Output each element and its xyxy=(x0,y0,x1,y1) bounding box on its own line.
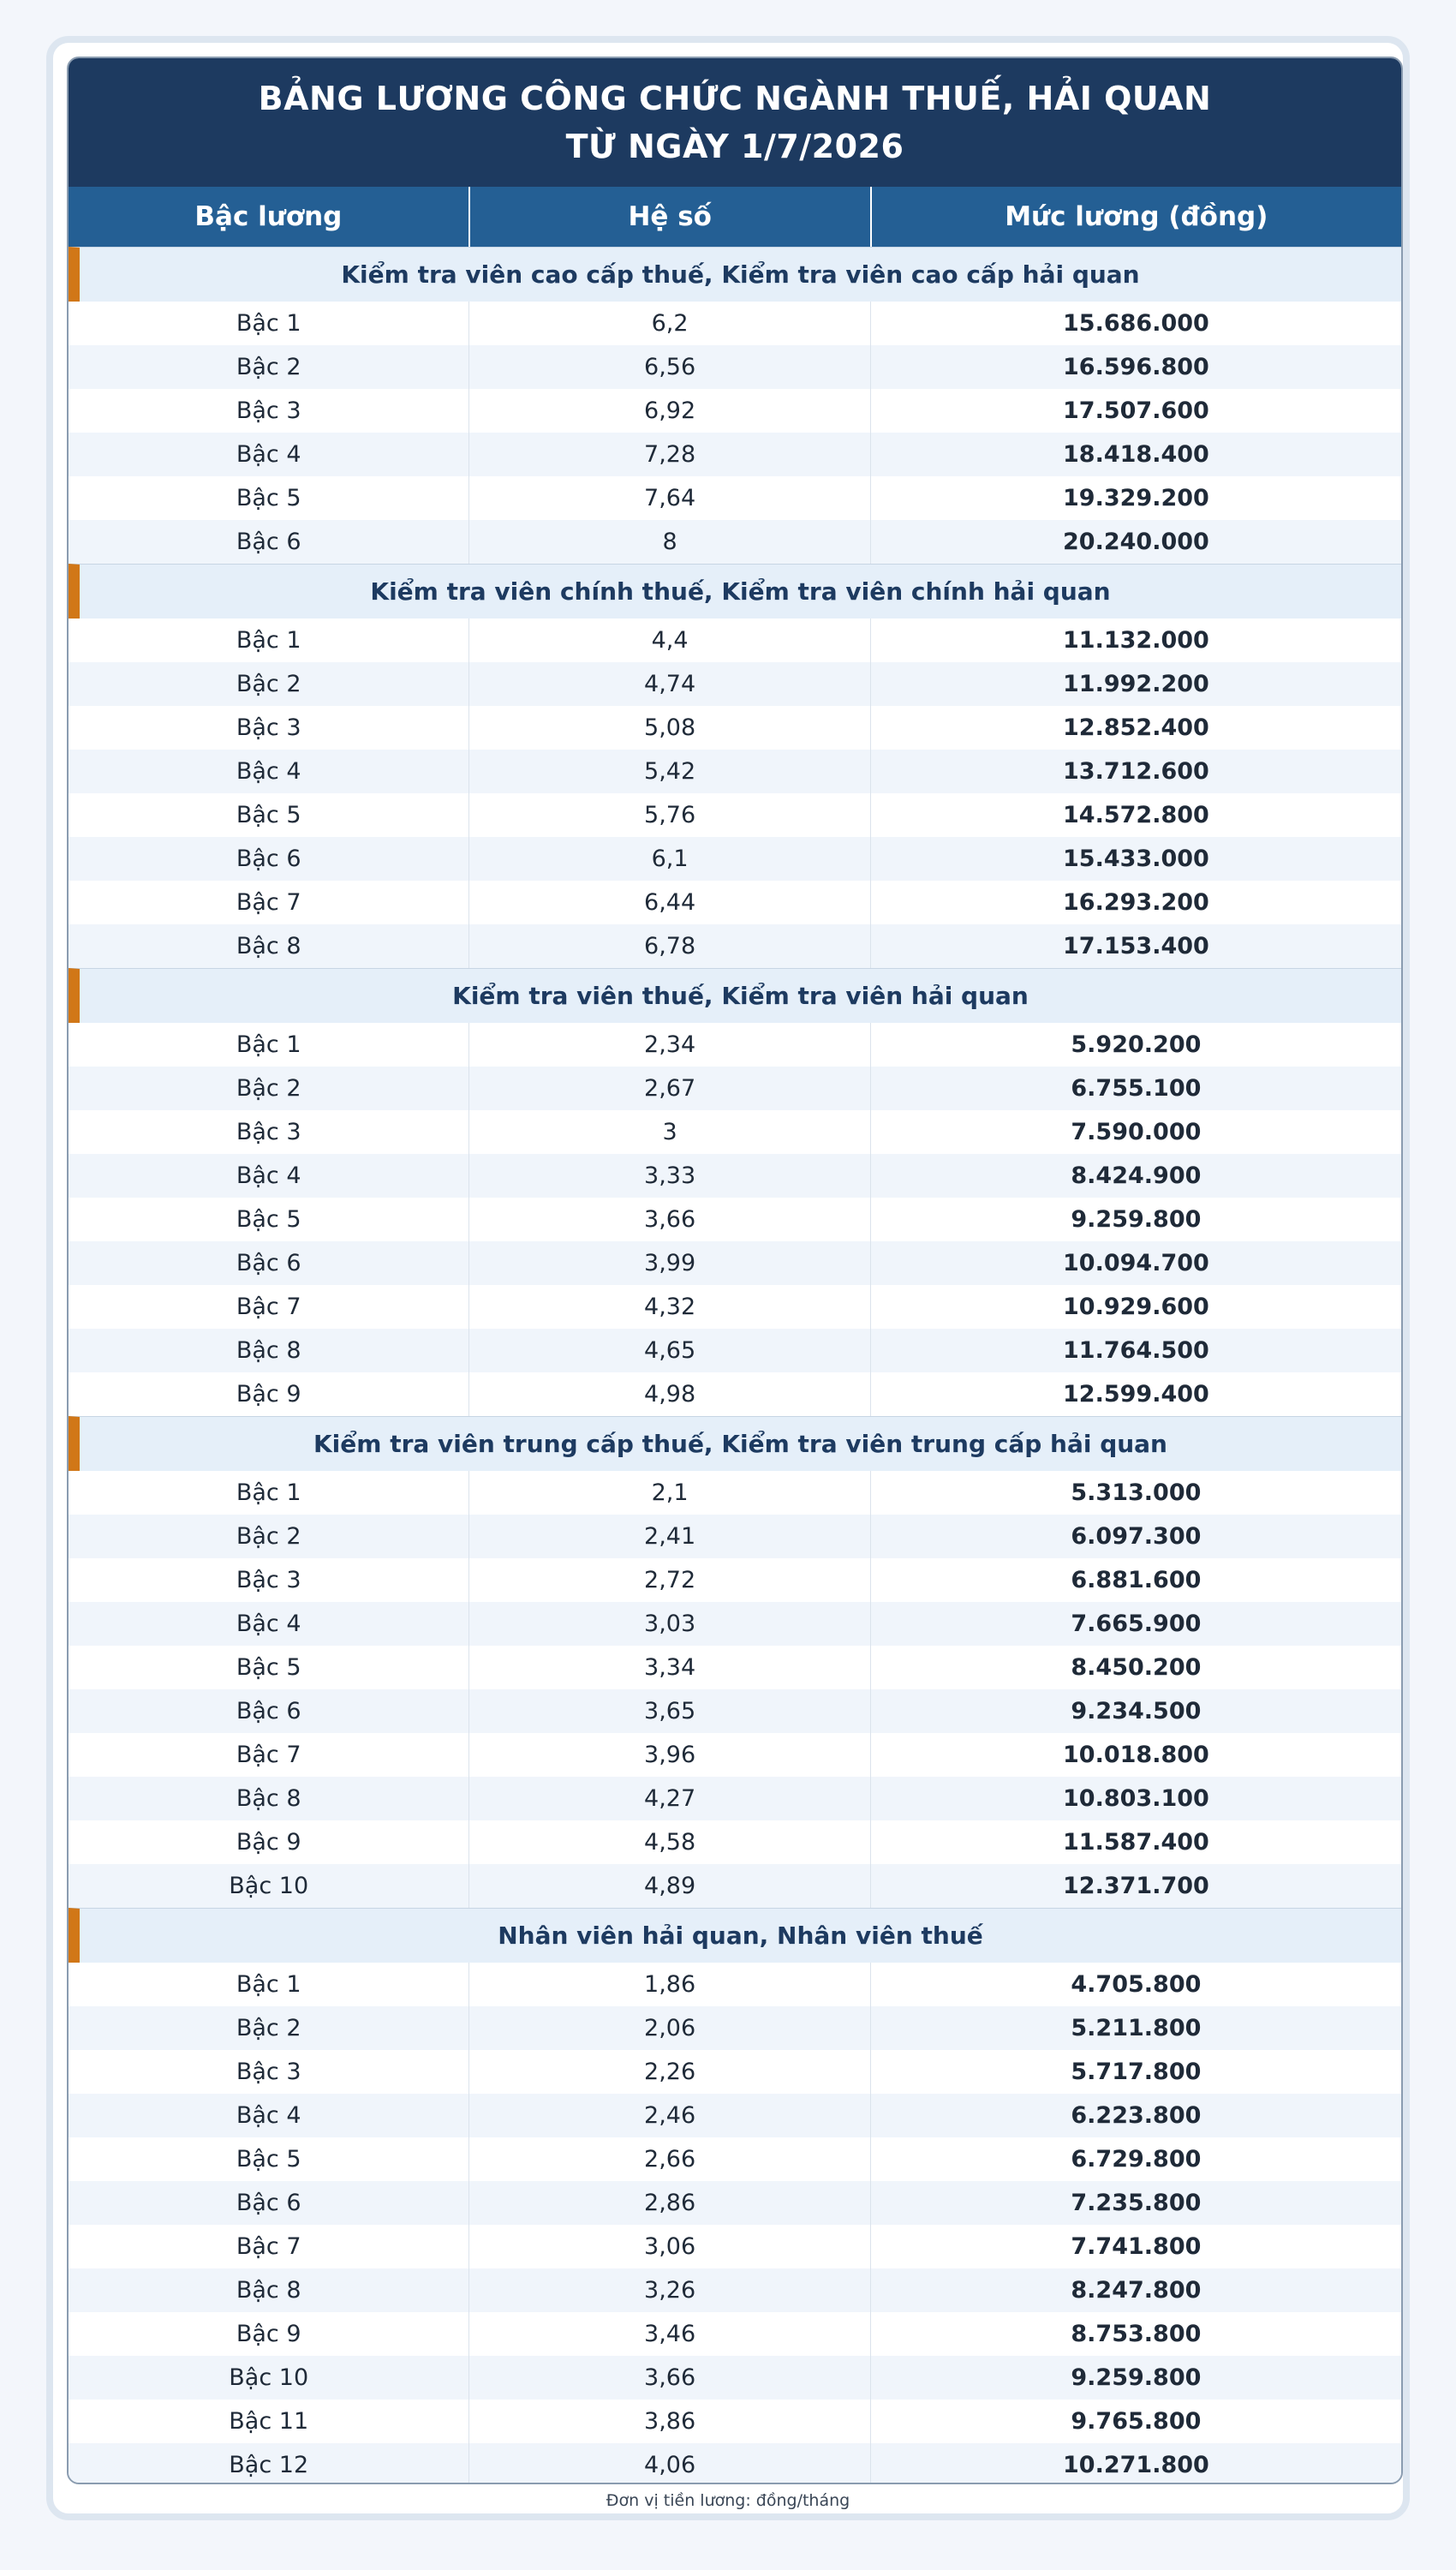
table-title-line-2: TỪ NGÀY 1/7/2026 xyxy=(565,128,904,165)
group-section xyxy=(69,247,1401,564)
coefficient-cell: 3,66 xyxy=(469,1198,870,1241)
salary-cell: 9.259.800 xyxy=(1071,1206,1202,1233)
salary-cell: 10.018.800 xyxy=(1063,1742,1209,1768)
coefficient-cell: 3,26 xyxy=(469,2268,870,2312)
salary-cell: 5.717.800 xyxy=(1071,2059,1202,2085)
table-row xyxy=(69,1515,1401,1558)
table-row xyxy=(69,1733,1401,1777)
grade-cell: Bậc 2 xyxy=(69,662,469,706)
grade-cell: Bậc 8 xyxy=(69,2268,469,2312)
table-row xyxy=(69,433,1401,476)
group-rows xyxy=(69,302,1401,564)
coefficient-cell: 2,72 xyxy=(469,1558,870,1602)
group-section xyxy=(69,1416,1401,1908)
grade-cell: Bậc 8 xyxy=(69,1777,469,1820)
coefficient-cell: 6,44 xyxy=(469,881,870,924)
table-row xyxy=(69,619,1401,662)
salary-cell: 9.259.800 xyxy=(1071,2364,1202,2391)
grade-cell: Bậc 3 xyxy=(69,1558,469,1602)
coefficient-cell: 3,66 xyxy=(469,2356,870,2400)
grade-cell: Bậc 7 xyxy=(69,1733,469,1777)
coefficient-cell: 3,33 xyxy=(469,1154,870,1198)
column-header-coefficient: Hệ số xyxy=(470,187,872,247)
table-row xyxy=(69,2225,1401,2268)
grade-cell: Bậc 1 xyxy=(69,302,469,345)
salary-cell: 17.153.400 xyxy=(1063,933,1209,959)
table-row xyxy=(69,881,1401,924)
table-row xyxy=(69,793,1401,837)
salary-cell: 4.705.800 xyxy=(1071,1971,1202,1998)
table-row xyxy=(69,1067,1401,1110)
coefficient-cell: 4,74 xyxy=(469,662,870,706)
grade-cell: Bậc 10 xyxy=(69,1864,469,1908)
table-row xyxy=(69,1241,1401,1285)
salary-cell: 17.507.600 xyxy=(1063,397,1209,424)
grade-cell: Bậc 9 xyxy=(69,1372,469,1416)
table-row xyxy=(69,1558,1401,1602)
table-row xyxy=(69,662,1401,706)
group-header: Nhân viên hải quan, Nhân viên thuế xyxy=(69,1908,1401,1963)
group-rows xyxy=(69,619,1401,968)
grade-cell: Bậc 4 xyxy=(69,1154,469,1198)
table-row xyxy=(69,1471,1401,1515)
coefficient-cell: 5,42 xyxy=(469,750,870,793)
group-header: Kiểm tra viên thuế, Kiểm tra viên hải quan xyxy=(69,968,1401,1023)
coefficient-cell: 3,03 xyxy=(469,1602,870,1646)
coefficient-cell: 6,2 xyxy=(469,302,870,345)
table-row xyxy=(69,2356,1401,2400)
salary-cell: 11.132.000 xyxy=(1063,627,1209,654)
salary-cell: 9.234.500 xyxy=(1071,1698,1202,1724)
table-row xyxy=(69,1110,1401,1154)
group-section xyxy=(69,968,1401,1416)
grade-cell: Bậc 2 xyxy=(69,2006,469,2050)
group-header: Kiểm tra viên chính thuế, Kiểm tra viên chính hải quan xyxy=(69,564,1401,619)
salary-cell: 8.247.800 xyxy=(1071,2277,1202,2304)
salary-cell: 18.418.400 xyxy=(1063,441,1209,468)
salary-table-card xyxy=(46,36,1410,2520)
coefficient-cell: 5,08 xyxy=(469,706,870,750)
grade-cell: Bậc 7 xyxy=(69,1285,469,1329)
table-row xyxy=(69,1372,1401,1416)
grade-cell: Bậc 5 xyxy=(69,793,469,837)
table-row xyxy=(69,1023,1401,1067)
grade-cell: Bậc 3 xyxy=(69,2050,469,2094)
coefficient-cell: 7,28 xyxy=(469,433,870,476)
salary-cell: 6.755.100 xyxy=(1071,1075,1202,1102)
table-row xyxy=(69,1777,1401,1820)
coefficient-cell: 3,86 xyxy=(469,2400,870,2443)
grade-cell: Bậc 5 xyxy=(69,2137,469,2181)
table-row xyxy=(69,1689,1401,1733)
salary-cell: 11.992.200 xyxy=(1063,671,1209,697)
table-row xyxy=(69,2312,1401,2356)
coefficient-cell: 5,76 xyxy=(469,793,870,837)
salary-cell: 13.712.600 xyxy=(1063,758,1209,785)
grade-cell: Bậc 7 xyxy=(69,881,469,924)
table-title-line-1: BẢNG LƯƠNG CÔNG CHỨC NGÀNH THUẾ, HẢI QUAN xyxy=(258,80,1212,117)
grade-cell: Bậc 3 xyxy=(69,1110,469,1154)
grade-cell: Bậc 1 xyxy=(69,1023,469,1067)
salary-cell: 8.424.900 xyxy=(1071,1162,1202,1189)
grade-cell: Bậc 1 xyxy=(69,1471,469,1515)
group-section xyxy=(69,564,1401,968)
table-row xyxy=(69,476,1401,520)
group-section xyxy=(69,1908,1401,2484)
salary-cell: 11.764.500 xyxy=(1063,1337,1209,1364)
salary-cell: 20.240.000 xyxy=(1063,529,1209,555)
grade-cell: Bậc 9 xyxy=(69,2312,469,2356)
group-rows xyxy=(69,1471,1401,1908)
grade-cell: Bậc 8 xyxy=(69,924,469,968)
grade-cell: Bậc 11 xyxy=(69,2400,469,2443)
column-header-grade: Bậc lương xyxy=(69,187,470,247)
salary-cell: 5.313.000 xyxy=(1071,1479,1202,1506)
salary-cell: 12.852.400 xyxy=(1063,714,1209,741)
grade-cell: Bậc 1 xyxy=(69,1963,469,2006)
salary-cell: 19.329.200 xyxy=(1063,485,1209,511)
table-row xyxy=(69,389,1401,433)
coefficient-cell: 6,56 xyxy=(469,345,870,389)
grade-cell: Bậc 7 xyxy=(69,2225,469,2268)
footnote: Đơn vị tiền lương: đồng/tháng xyxy=(606,2491,850,2510)
table-row xyxy=(69,2006,1401,2050)
coefficient-cell: 4,65 xyxy=(469,1329,870,1372)
table-row xyxy=(69,2137,1401,2181)
table-row xyxy=(69,1198,1401,1241)
coefficient-cell: 2,67 xyxy=(469,1067,870,1110)
grade-cell: Bậc 6 xyxy=(69,1689,469,1733)
table-row xyxy=(69,1329,1401,1372)
coefficient-cell: 7,64 xyxy=(469,476,870,520)
grade-cell: Bậc 6 xyxy=(69,837,469,881)
salary-cell: 7.235.800 xyxy=(1071,2190,1202,2216)
group-rows xyxy=(69,1963,1401,2484)
table-row xyxy=(69,2400,1401,2443)
salary-cell: 8.450.200 xyxy=(1071,1654,1202,1681)
salary-cell: 12.371.700 xyxy=(1063,1873,1209,1899)
coefficient-cell: 3,06 xyxy=(469,2225,870,2268)
grade-cell: Bậc 6 xyxy=(69,2181,469,2225)
salary-cell: 7.665.900 xyxy=(1071,1611,1202,1637)
table-row xyxy=(69,2094,1401,2137)
grade-cell: Bậc 4 xyxy=(69,2094,469,2137)
coefficient-cell: 2,34 xyxy=(469,1023,870,1067)
coefficient-cell: 1,86 xyxy=(469,1963,870,2006)
coefficient-cell: 2,1 xyxy=(469,1471,870,1515)
salary-cell: 6.223.800 xyxy=(1071,2102,1202,2129)
coefficient-cell: 4,06 xyxy=(469,2443,870,2484)
salary-cell: 9.765.800 xyxy=(1071,2408,1202,2435)
salary-cell: 16.293.200 xyxy=(1063,889,1209,916)
grade-cell: Bậc 2 xyxy=(69,1515,469,1558)
grade-cell: Bậc 5 xyxy=(69,1646,469,1689)
coefficient-cell: 6,92 xyxy=(469,389,870,433)
group-header: Kiểm tra viên cao cấp thuế, Kiểm tra viên cao cấp hải quan xyxy=(69,247,1401,302)
salary-cell: 10.271.800 xyxy=(1063,2452,1209,2478)
table-row xyxy=(69,2181,1401,2225)
table-row xyxy=(69,1820,1401,1864)
salary-table xyxy=(67,57,1403,2484)
salary-cell: 15.686.000 xyxy=(1063,310,1209,337)
salary-cell: 6.097.300 xyxy=(1071,1523,1202,1550)
grade-cell: Bậc 9 xyxy=(69,1820,469,1864)
coefficient-cell: 3,99 xyxy=(469,1241,870,1285)
coefficient-cell: 2,66 xyxy=(469,2137,870,2181)
grade-cell: Bậc 2 xyxy=(69,345,469,389)
coefficient-cell: 4,98 xyxy=(469,1372,870,1416)
grade-cell: Bậc 1 xyxy=(69,619,469,662)
grade-cell: Bậc 3 xyxy=(69,389,469,433)
table-row xyxy=(69,520,1401,564)
coefficient-cell: 4,4 xyxy=(469,619,870,662)
coefficient-cell: 2,46 xyxy=(469,2094,870,2137)
salary-cell: 12.599.400 xyxy=(1063,1381,1209,1408)
coefficient-cell: 3,96 xyxy=(469,1733,870,1777)
table-row xyxy=(69,1646,1401,1689)
table-row xyxy=(69,1154,1401,1198)
salary-cell: 11.587.400 xyxy=(1063,1829,1209,1856)
table-row xyxy=(69,2050,1401,2094)
table-row xyxy=(69,1602,1401,1646)
table-row xyxy=(69,1285,1401,1329)
grade-cell: Bậc 12 xyxy=(69,2443,469,2484)
table-row xyxy=(69,2268,1401,2312)
coefficient-cell: 4,89 xyxy=(469,1864,870,1908)
salary-cell: 5.920.200 xyxy=(1071,1031,1202,1058)
grade-cell: Bậc 8 xyxy=(69,1329,469,1372)
coefficient-cell: 3,34 xyxy=(469,1646,870,1689)
salary-cell: 16.596.800 xyxy=(1063,354,1209,380)
salary-cell: 10.803.100 xyxy=(1063,1785,1209,1812)
salary-cell: 10.094.700 xyxy=(1063,1250,1209,1276)
salary-cell: 6.729.800 xyxy=(1071,2146,1202,2173)
coefficient-cell: 8 xyxy=(469,520,870,564)
salary-cell: 5.211.800 xyxy=(1071,2015,1202,2041)
coefficient-cell: 6,1 xyxy=(469,837,870,881)
coefficient-cell: 4,32 xyxy=(469,1285,870,1329)
coefficient-cell: 3,46 xyxy=(469,2312,870,2356)
salary-cell: 15.433.000 xyxy=(1063,846,1209,872)
salary-cell: 8.753.800 xyxy=(1071,2321,1202,2347)
table-row xyxy=(69,302,1401,345)
salary-cell: 7.590.000 xyxy=(1071,1119,1202,1145)
group-header: Kiểm tra viên trung cấp thuế, Kiểm tra viên trung cấp hải quan xyxy=(69,1416,1401,1471)
column-header-salary: Mức lương (đồng) xyxy=(1005,201,1268,232)
table-row xyxy=(69,2443,1401,2484)
grade-cell: Bậc 4 xyxy=(69,433,469,476)
coefficient-cell: 3,65 xyxy=(469,1689,870,1733)
coefficient-cell: 4,27 xyxy=(469,1777,870,1820)
salary-cell: 14.572.800 xyxy=(1063,802,1209,828)
grade-cell: Bậc 3 xyxy=(69,706,469,750)
grade-cell: Bậc 6 xyxy=(69,520,469,564)
salary-cell: 7.741.800 xyxy=(1071,2233,1202,2260)
coefficient-cell: 2,41 xyxy=(469,1515,870,1558)
table-row xyxy=(69,750,1401,793)
grade-cell: Bậc 5 xyxy=(69,476,469,520)
column-header-row xyxy=(69,187,1401,247)
grade-cell: Bậc 4 xyxy=(69,750,469,793)
grade-cell: Bậc 4 xyxy=(69,1602,469,1646)
table-row xyxy=(69,1963,1401,2006)
coefficient-cell: 3 xyxy=(469,1110,870,1154)
group-rows xyxy=(69,1023,1401,1416)
grade-cell: Bậc 5 xyxy=(69,1198,469,1241)
salary-cell: 6.881.600 xyxy=(1071,1567,1202,1593)
grade-cell: Bậc 10 xyxy=(69,2356,469,2400)
table-row xyxy=(69,1864,1401,1908)
table-row xyxy=(69,345,1401,389)
table-row xyxy=(69,837,1401,881)
table-row xyxy=(69,706,1401,750)
coefficient-cell: 2,06 xyxy=(469,2006,870,2050)
table-body xyxy=(69,247,1401,2484)
grade-cell: Bậc 2 xyxy=(69,1067,469,1110)
salary-cell: 10.929.600 xyxy=(1063,1294,1209,1320)
coefficient-cell: 2,86 xyxy=(469,2181,870,2225)
coefficient-cell: 2,26 xyxy=(469,2050,870,2094)
coefficient-cell: 4,58 xyxy=(469,1820,870,1864)
coefficient-cell: 6,78 xyxy=(469,924,870,968)
grade-cell: Bậc 6 xyxy=(69,1241,469,1285)
table-title xyxy=(69,58,1401,187)
table-row xyxy=(69,924,1401,968)
